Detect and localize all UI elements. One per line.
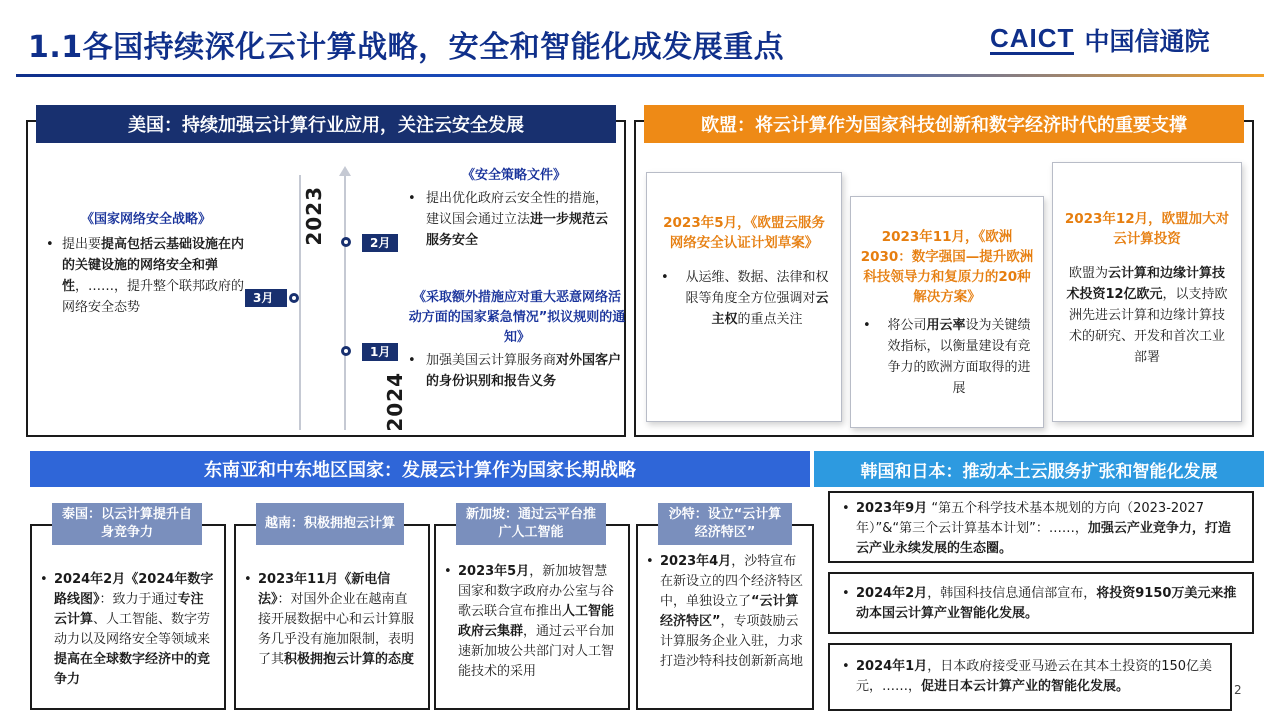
- usa-month-feb: 2月: [362, 234, 398, 252]
- year-2024: 2024: [383, 372, 407, 432]
- usa-doc1: [408, 166, 620, 251]
- usa-doc2-text: • 加强美国云计算服务商对外国客户的身份识别和报告义务: [408, 353, 622, 389]
- timeline-marker-feb: [341, 237, 351, 247]
- page-title: 1.1各国持续深化云计算战略，安全和智能化成发展重点: [28, 30, 785, 65]
- thailand-text: • 2024年2月《2024年数字路线图》：致力于通过专注云计算、人工智能、数字劳动力以及网络安全等领域来提高在全球数字经济中的竞争力: [40, 572, 214, 687]
- vietnam-tag: 越南：积极拥抱云计算: [256, 503, 404, 545]
- thailand-tag: 泰国：以云计算提升自身竞争力: [52, 503, 202, 545]
- usa-strategy: [46, 210, 246, 318]
- krjp-item-3: • 2024年1月，日本政府接受亚马逊云在其本土投资的150亿美元，……，促进日本云计算产业的智能化发展。: [828, 643, 1232, 711]
- sea-bar: 东南亚和中东地区国家：发展云计算作为国家长期战略: [30, 451, 810, 487]
- saudi-tag: 沙特：设立“云计算经济特区”: [658, 503, 792, 545]
- usa-strategy-title: 《国家网络安全战略》: [80, 212, 211, 227]
- usa-month-march: 3月: [245, 289, 287, 307]
- eu-card1-title: 2023年5月，《欧盟云服务网络安全认证计划草案》: [663, 215, 825, 251]
- usa-doc1-title: 《安全策略文件》: [461, 168, 566, 183]
- caict-logo: [990, 22, 1209, 58]
- usa-doc2-title: 《采取额外措施应对重大恶意网络活动方面的国家紧急情况”拟议规则的通知》: [408, 290, 626, 345]
- saudi-text: • 2023年4月，沙特宣布在新设立的四个经济特区中，单独设立了“云计算经济特区”，专项鼓励云计算服务企业入驻，力求打造沙特科技创新新高地: [646, 554, 804, 669]
- singapore-tag: 新加坡：通过云平台推广人工智能: [456, 503, 606, 545]
- krjp-bar: 韩国和日本：推动本土云服务扩张和智能化发展: [814, 451, 1264, 487]
- usa-month-jan: 1月: [362, 343, 398, 361]
- timeline-line-left: [299, 175, 301, 430]
- krjp-item-1: • 2023年9月 “第五个科学技术基本规划的方向（2023-2027年）”&“第三个云计算基本计划”：……，加强云产业竞争力，打造云产业永续发展的生态圈。: [828, 491, 1254, 563]
- year-2023: 2023: [302, 186, 326, 246]
- eu-card3-text: 欧盟为云计算和边缘计算技术投资12亿欧元，以支持欧洲先进云计算和边缘计算技术的研究、开发和首次工业部署: [1066, 266, 1228, 365]
- vietnam-card: [234, 524, 430, 710]
- logo-cn: 中国信通院: [1084, 27, 1210, 56]
- timeline-marker-march: [289, 293, 299, 303]
- eu-card2-text: • 将公司用云率设为关键绩效指标，以衡量建设有竞争力的欧洲方面取得的进展: [863, 318, 1031, 396]
- header-divider: [16, 74, 1264, 77]
- eu-bar: 欧盟：将云计算作为国家科技创新和数字经济时代的重要支撑: [644, 105, 1244, 143]
- eu-card2-title: 2023年11月，《欧洲2030：数字强国—提升欧洲科技领导力和复原力的20种解决方案》: [860, 229, 1034, 305]
- saudi-card: [636, 524, 814, 710]
- timeline-arrow-up: [339, 166, 351, 176]
- singapore-card: [434, 524, 630, 710]
- eu-card3-title: 2023年12月，欧盟加大对云计算投资: [1064, 211, 1230, 247]
- logo-en: CAICT: [990, 23, 1075, 53]
- usa-doc2: [408, 288, 626, 392]
- timeline-line-right: [344, 175, 346, 430]
- page-number: 2: [1234, 683, 1242, 697]
- usa-doc1-text: • 提出优化政府云安全性的措施，建议国会通过立法进一步规范云服务安全: [408, 191, 609, 248]
- eu-card-3: [1052, 162, 1242, 422]
- krjp-item-2: • 2024年2月，韩国科技信息通信部宣布，将投资9150万美元来推动本国云计算产业智能化发展。: [828, 572, 1254, 634]
- singapore-text: • 2023年5月，新加坡智慧国家和数字政府办公室与谷歌云联合宣布推出人工智能政府云集群，通过云平台加速新加坡公共部门对人工智能技术的采用: [444, 564, 615, 679]
- usa-strategy-text: • 提出要提高包括云基础设施在内的关键设施的网络安全和弹性，……，提升整个联邦政府的网络安全态势: [46, 237, 245, 315]
- eu-card1-text: • 从运维、数据、法律和权限等角度全方位强调对云主权的重点关注: [661, 270, 829, 327]
- eu-card-1: [646, 172, 842, 422]
- vietnam-text: • 2023年11月《新电信法》：对国外企业在越南直接开展数据中心和云计算服务几乎没有施加限制，表明了其积极拥抱云计算的态度: [244, 572, 415, 667]
- usa-bar: 美国：持续加强云计算行业应用，关注云安全发展: [36, 105, 616, 143]
- eu-card-2: [850, 196, 1044, 428]
- thailand-card: [30, 524, 226, 710]
- timeline-marker-jan: [341, 346, 351, 356]
